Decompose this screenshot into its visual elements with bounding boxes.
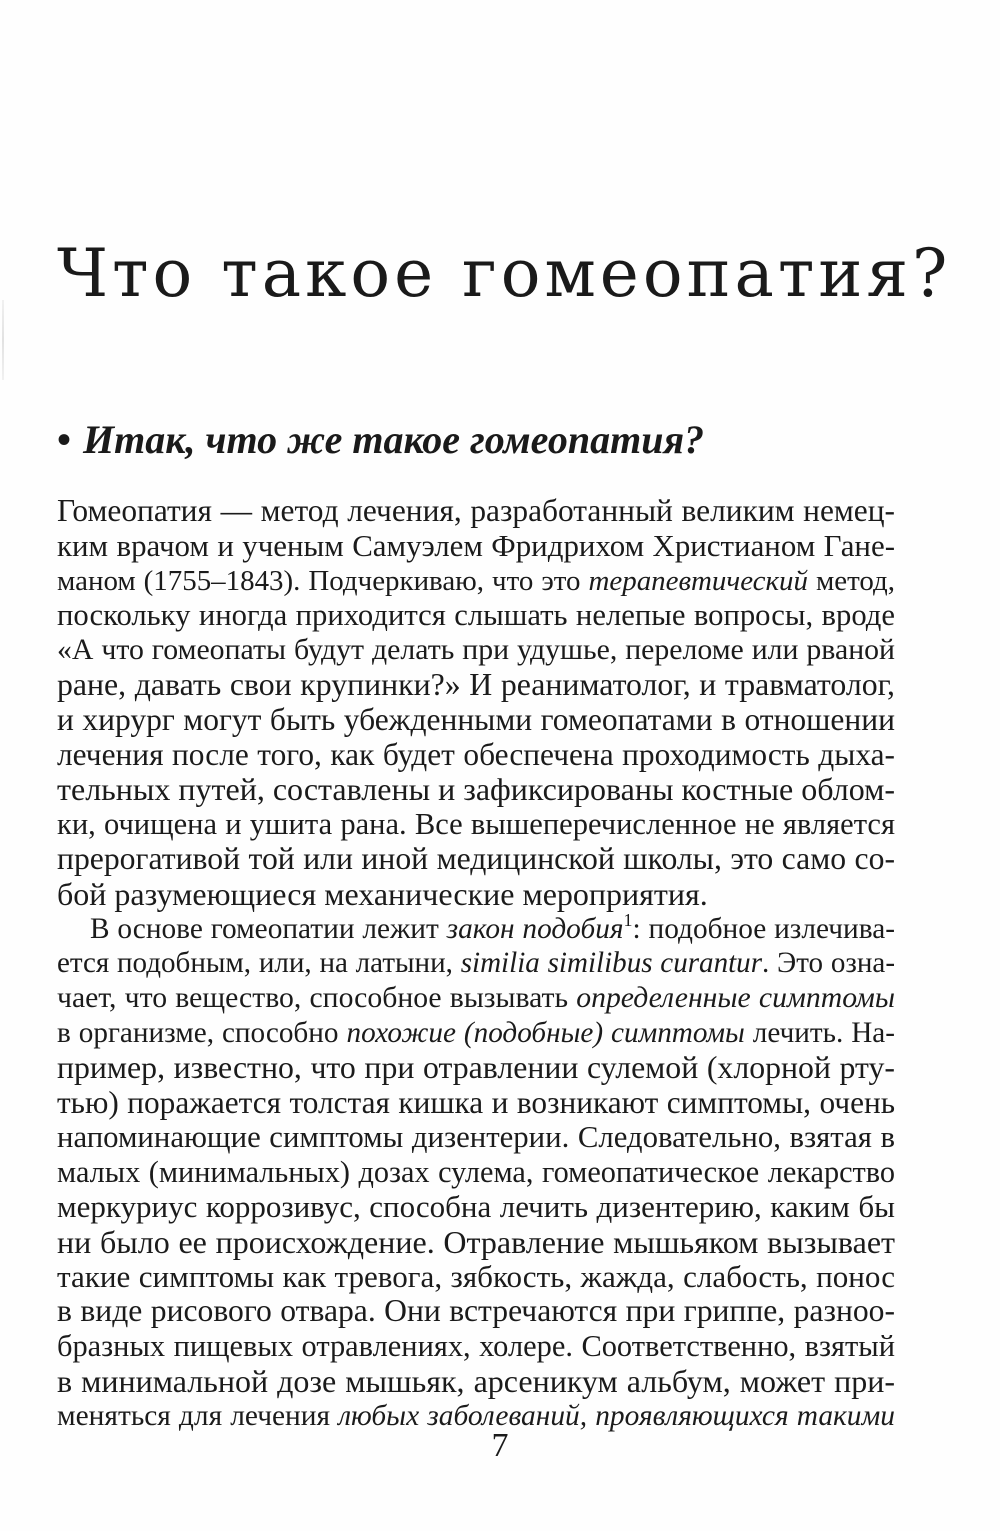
emphasis: закон подобия bbox=[446, 912, 624, 945]
footnote-marker[interactable]: 1 bbox=[623, 911, 633, 930]
text-line: лечения после того, как будет обеспечена проходимость дыха- bbox=[57, 737, 895, 772]
text-line: бой разумеющиеся механические мероприятия. bbox=[57, 876, 708, 912]
text-line: бразных пищевых отравлениях, холере. Соответственно, взятый bbox=[57, 1329, 895, 1364]
page-edge-shadow bbox=[2, 300, 4, 380]
text-line: напоминающие симптомы дизентерии. Следовательно, взятая в bbox=[57, 1120, 895, 1155]
text-line: маном (1755–1843). Подчеркиваю, что это терапевтический метод, bbox=[57, 564, 895, 597]
text-line: Гомеопатия — метод лечения, разработанный великим немец- bbox=[57, 494, 895, 528]
text-line: малых (минимальных) дозах сулема, гомеопатическое лекарство bbox=[57, 1155, 895, 1190]
text-line: тью) поражается толстая кишка и возникают симптомы, очень bbox=[57, 1085, 895, 1120]
emphasis: любых заболеваний, проявляющихся такими bbox=[338, 1399, 895, 1432]
section-question bbox=[57, 416, 704, 464]
page-number: 7 bbox=[491, 1427, 509, 1464]
text-line: прерогативой той или иной медицинской школы, это само со- bbox=[57, 841, 895, 876]
text-line: ни было ее происхождение. Отравление мышьяком вызывает bbox=[57, 1224, 895, 1260]
text-line: такие симптомы как тревога, зябкость, жажда, слабость, понос bbox=[57, 1259, 895, 1294]
text-line: в минимальной дозе мышьяк, арсеникум альбум, может при- bbox=[57, 1363, 895, 1399]
question-text: Итак, что же такое гомеопатия? bbox=[83, 417, 705, 462]
chapter-title: Что такое гомеопатия? bbox=[57, 235, 952, 312]
text-line: ране, давать свои крупинки?» И реаниматолог, и травматолог, bbox=[57, 667, 895, 702]
text-line: в виде рисового отвара. Они встречаются при гриппе, разноо- bbox=[57, 1294, 895, 1329]
text-line: «А что гомеопаты будут делать при удушье, переломе или рваной bbox=[57, 633, 895, 667]
text-line: и хирург могут быть убежденными гомеопатами в отношении bbox=[57, 702, 895, 737]
text-line: тельных путей, составлены и зафиксированы костные облом- bbox=[57, 772, 895, 808]
text-line: пример, известно, что при отравлении сулемой (хлорной рту- bbox=[57, 1050, 895, 1085]
text-line: меркуриус коррозивус, способна лечить дизентерию, каким бы bbox=[57, 1189, 895, 1224]
emphasis: similia similibus curantur bbox=[460, 947, 763, 980]
text-line: в организме, способно похожие (подобные) симптомы лечить. На- bbox=[57, 1016, 895, 1049]
text-line: меняться для лечения любых заболеваний, проявляющихся такими bbox=[57, 1399, 895, 1432]
text-line: чает, что вещество, способное вызывать определенные симптомы bbox=[57, 982, 895, 1015]
body-text bbox=[57, 494, 895, 1434]
text-line: поскольку иногда приходится слышать нелепые вопросы, вроде bbox=[57, 598, 895, 633]
emphasis: определенные симптомы bbox=[576, 982, 895, 1015]
text-line: ким врачом и ученым Самуэлем Фридрихом Христианом Гане- bbox=[57, 528, 895, 563]
emphasis: похожие (подобные) симптомы bbox=[346, 1016, 745, 1049]
text-line: ется подобным, или, на латыни, similia similibus curantur. Это озна- bbox=[57, 947, 895, 980]
emphasis: терапевтический bbox=[588, 564, 808, 597]
bullet-icon: • bbox=[57, 417, 72, 462]
text-line: В основе гомеопатии лежит закон подобия$^1$: подобное излечива- bbox=[90, 911, 895, 945]
text-line: ки, очищена и ушита рана. Все вышеперечисленное не является bbox=[57, 807, 895, 842]
